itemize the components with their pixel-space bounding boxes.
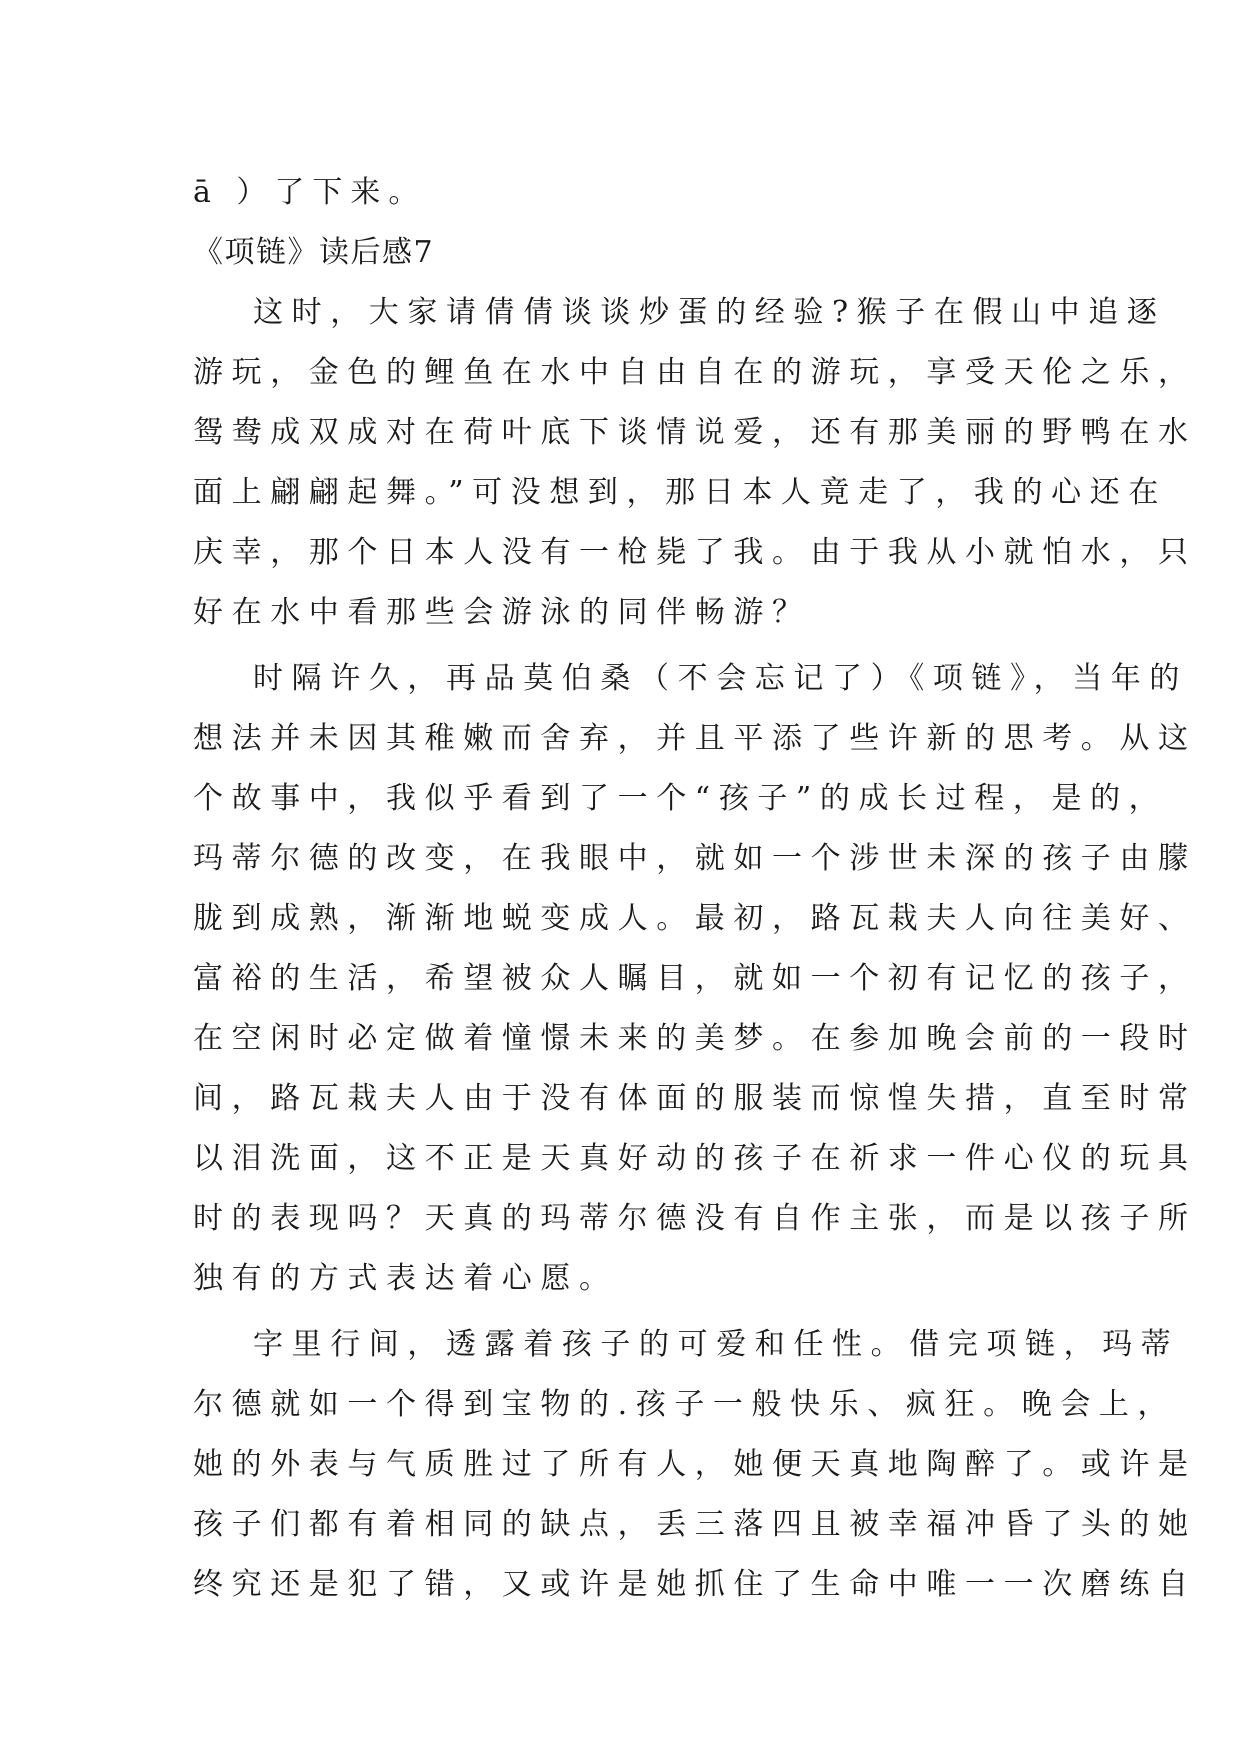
text-line: 在空闲时必定做着憧憬未来的美梦。在参加晚会前的一段时 <box>193 1021 1197 1056</box>
text-line: 想法并未因其稚嫩而舍弃，并且平添了些许新的思考。从这 <box>193 721 1197 756</box>
text-line: 庆幸，那个日本人没有一枪毙了我。由于我从小就怕水，只 <box>193 535 1197 570</box>
text-line: 独有的方式表达着心愿。 <box>193 1261 618 1296</box>
text-line: 字里行间，透露着孩子的可爱和任性。借完项链，玛蒂 <box>253 1327 1180 1362</box>
text-line: 游玩，金色的鲤鱼在水中自由自在的游玩，享受天伦之乐， <box>193 355 1197 390</box>
text-line: 玛蒂尔德的改变，在我眼中，就如一个涉世未深的孩子由朦 <box>193 841 1197 876</box>
text-line: 孩子们都有着相同的缺点，丢三落四且被幸福冲昏了头的她 <box>193 1507 1197 1542</box>
text-line: 个故事中，我似乎看到了一个“孩子”的成长过程，是的， <box>193 781 1168 816</box>
text-line: 胧到成熟，渐渐地蜕变成人。最初，路瓦栽夫人向往美好、 <box>193 901 1197 936</box>
document-body <box>193 163 1197 1615</box>
text-line: 这时，大家请倩倩谈谈炒蛋的经验?猴子在假山中追逐 <box>253 295 1166 330</box>
paragraph-3 <box>193 1315 1197 1615</box>
text-line: 以泪洗面，这不正是天真好动的孩子在祈求一件心仪的玩具 <box>193 1141 1197 1176</box>
text-line: 她的外表与气质胜过了所有人，她便天真地陶醉了。或许是 <box>193 1447 1197 1482</box>
essay-title: 《项链》读后感7 <box>193 235 435 270</box>
text-line: 富裕的生活，希望被众人瞩目，就如一个初有记忆的孩子， <box>193 961 1197 996</box>
continuation-line: ā ）了下来。 <box>193 175 427 210</box>
text-line: 鸳鸯成双成对在荷叶底下谈情说爱，还有那美丽的野鸭在水 <box>193 415 1197 450</box>
text-line: 好在水中看那些会游泳的同伴畅游？ <box>193 595 811 630</box>
text-line: 尔德就如一个得到宝物的.孩子一般快乐、疯狂。晚会上， <box>193 1387 1177 1422</box>
text-line: 终究还是犯了错，又或许是她抓住了生命中唯一一次磨练自 <box>193 1567 1197 1602</box>
paragraph-1 <box>193 283 1197 643</box>
text-line: 间，路瓦栽夫人由于没有体面的服装而惊惶失措，直至时常 <box>193 1081 1197 1116</box>
text-line: 时的表现吗？天真的玛蒂尔德没有自作主张，而是以孩子所 <box>193 1201 1197 1236</box>
text-line: 面上翩翩起舞。”可没想到，那日本人竟走了，我的心还在 <box>193 475 1167 510</box>
text-line: 时隔许久，再品莫伯桑（不会忘记了）《项链》，当年的 <box>253 661 1188 696</box>
paragraph-2 <box>193 649 1197 1309</box>
